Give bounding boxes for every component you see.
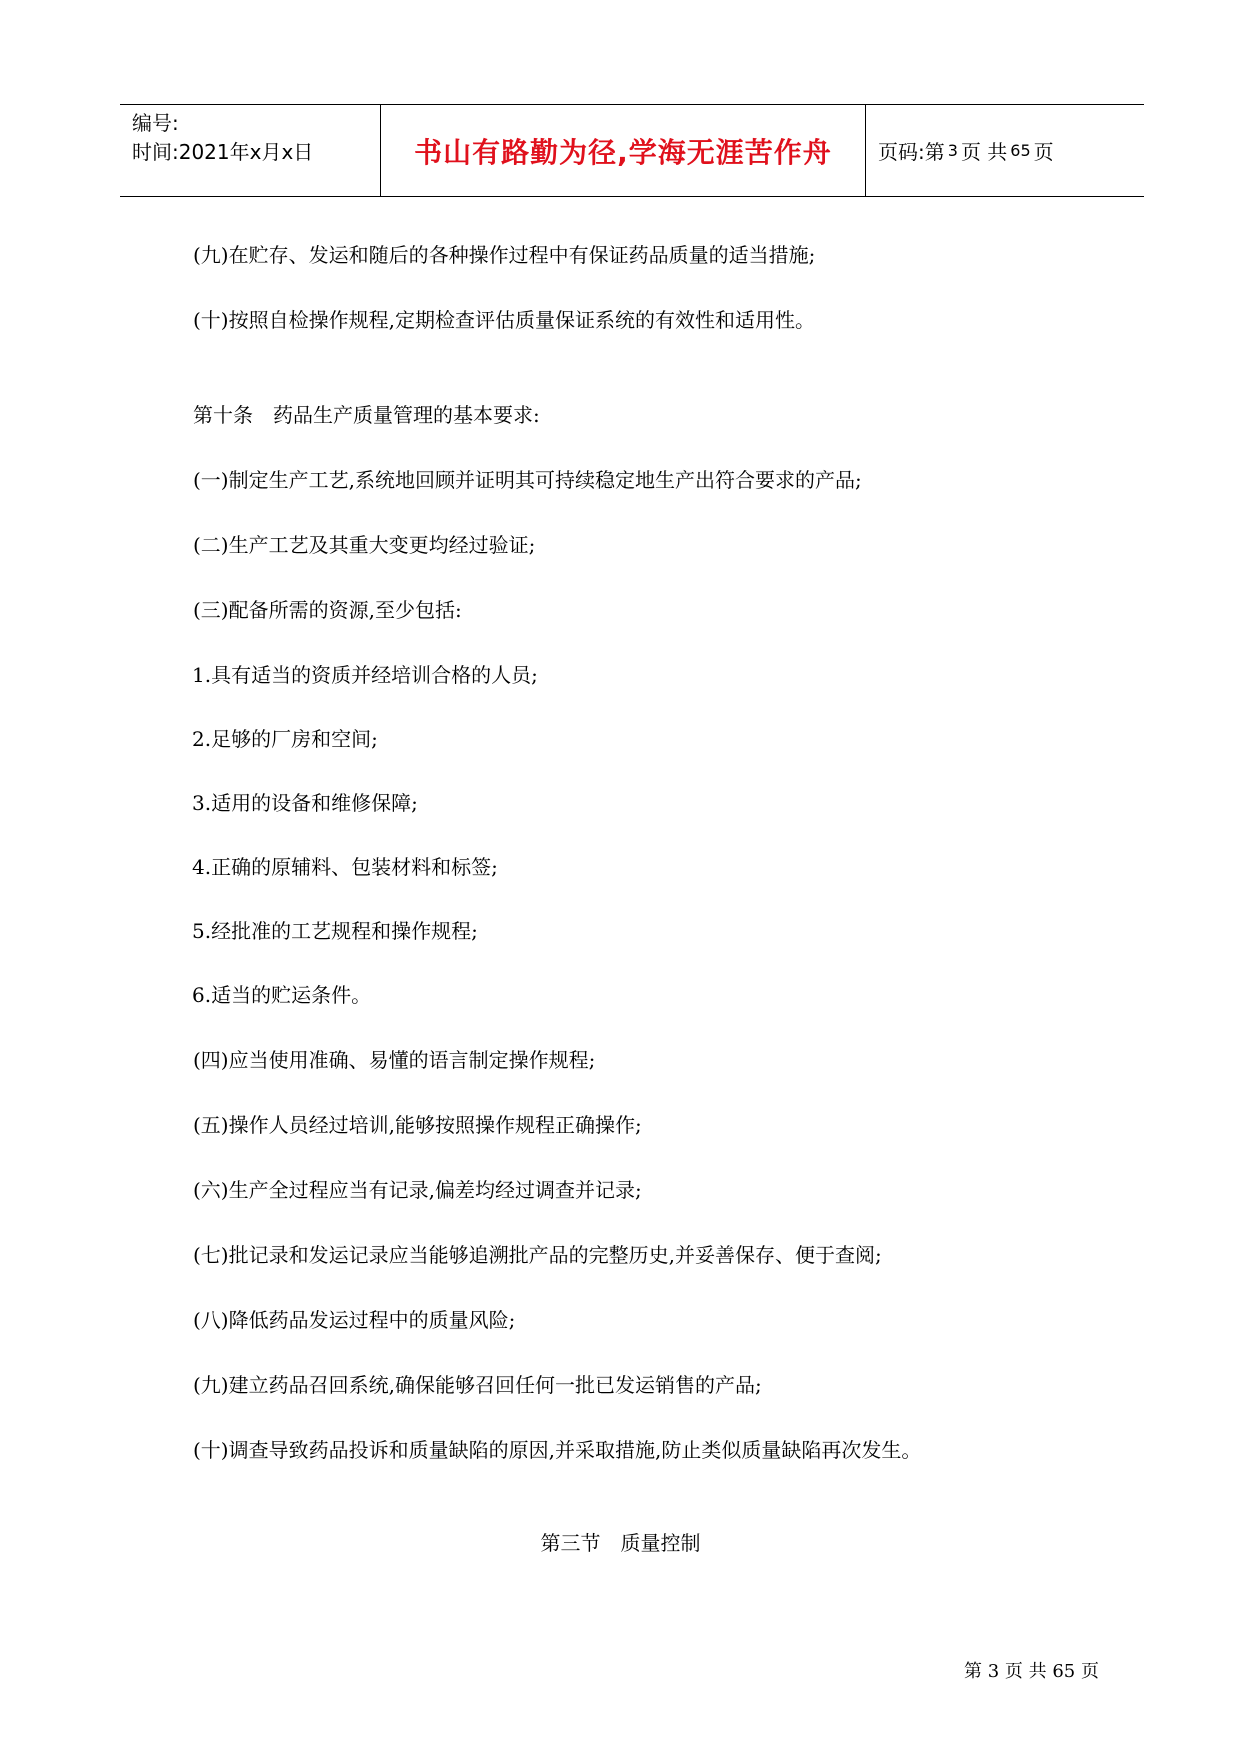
- list-item: 4.正确的原辅料、包装材料和标签;: [192, 855, 498, 879]
- article-heading: 第十条 药品生产质量管理的基本要求:: [193, 403, 540, 427]
- page-label-prefix: 页码:第: [878, 140, 945, 164]
- paragraph-line: (七)批记录和发运记录应当能够追溯批产品的完整历史,并妥善保存、便于查阅;: [193, 1243, 882, 1267]
- section-title: 第三节 质量控制: [540, 1531, 701, 1555]
- list-item: 1.具有适当的资质并经培训合格的人员;: [192, 663, 538, 687]
- page-header: [120, 104, 1144, 197]
- header-meta: [120, 105, 380, 196]
- paragraph-line: (八)降低药品发运过程中的质量风险;: [193, 1308, 516, 1332]
- paragraph-line: (九)建立药品召回系统,确保能够召回任何一批已发运销售的产品;: [193, 1373, 762, 1397]
- header-time: 时间:2021年x月x日: [132, 140, 314, 164]
- list-item: 6.适当的贮运条件。: [192, 983, 372, 1007]
- paragraph-line: (四)应当使用准确、易懂的语言制定操作规程;: [193, 1048, 596, 1072]
- page-label-mid: 页 共: [960, 140, 1008, 164]
- page-label-suffix: 页: [1033, 140, 1054, 164]
- header-page-number: [866, 105, 1144, 196]
- header-number: 编号:: [132, 111, 179, 135]
- paragraph-line: (三)配备所需的资源,至少包括:: [193, 598, 462, 622]
- paragraph-line: (二)生产工艺及其重大变更均经过验证;: [193, 533, 536, 557]
- paragraph-line: (十)按照自检操作规程,定期检查评估质量保证系统的有效性和适用性。: [193, 308, 815, 332]
- list-item: 5.经批准的工艺规程和操作规程;: [192, 919, 478, 943]
- page-current: 3: [947, 141, 958, 160]
- header-motto: 书山有路勤为径,学海无涯苦作舟: [380, 105, 866, 196]
- list-item: 2.足够的厂房和空间;: [192, 727, 378, 751]
- paragraph-line: (五)操作人员经过培训,能够按照操作规程正确操作;: [193, 1113, 642, 1137]
- page-footer: 第 3 页 共 65 页: [964, 1661, 1099, 1682]
- paragraph-line: (六)生产全过程应当有记录,偏差均经过调查并记录;: [193, 1178, 642, 1202]
- paragraph-line: (九)在贮存、发运和随后的各种操作过程中有保证药品质量的适当措施;: [193, 243, 816, 267]
- paragraph-line: (十)调查导致药品投诉和质量缺陷的原因,并采取措施,防止类似质量缺陷再次发生。: [193, 1438, 922, 1462]
- page-total: 65: [1010, 141, 1031, 160]
- paragraph-line: (一)制定生产工艺,系统地回顾并证明其可持续稳定地生产出符合要求的产品;: [193, 468, 862, 492]
- list-item: 3.适用的设备和维修保障;: [192, 791, 418, 815]
